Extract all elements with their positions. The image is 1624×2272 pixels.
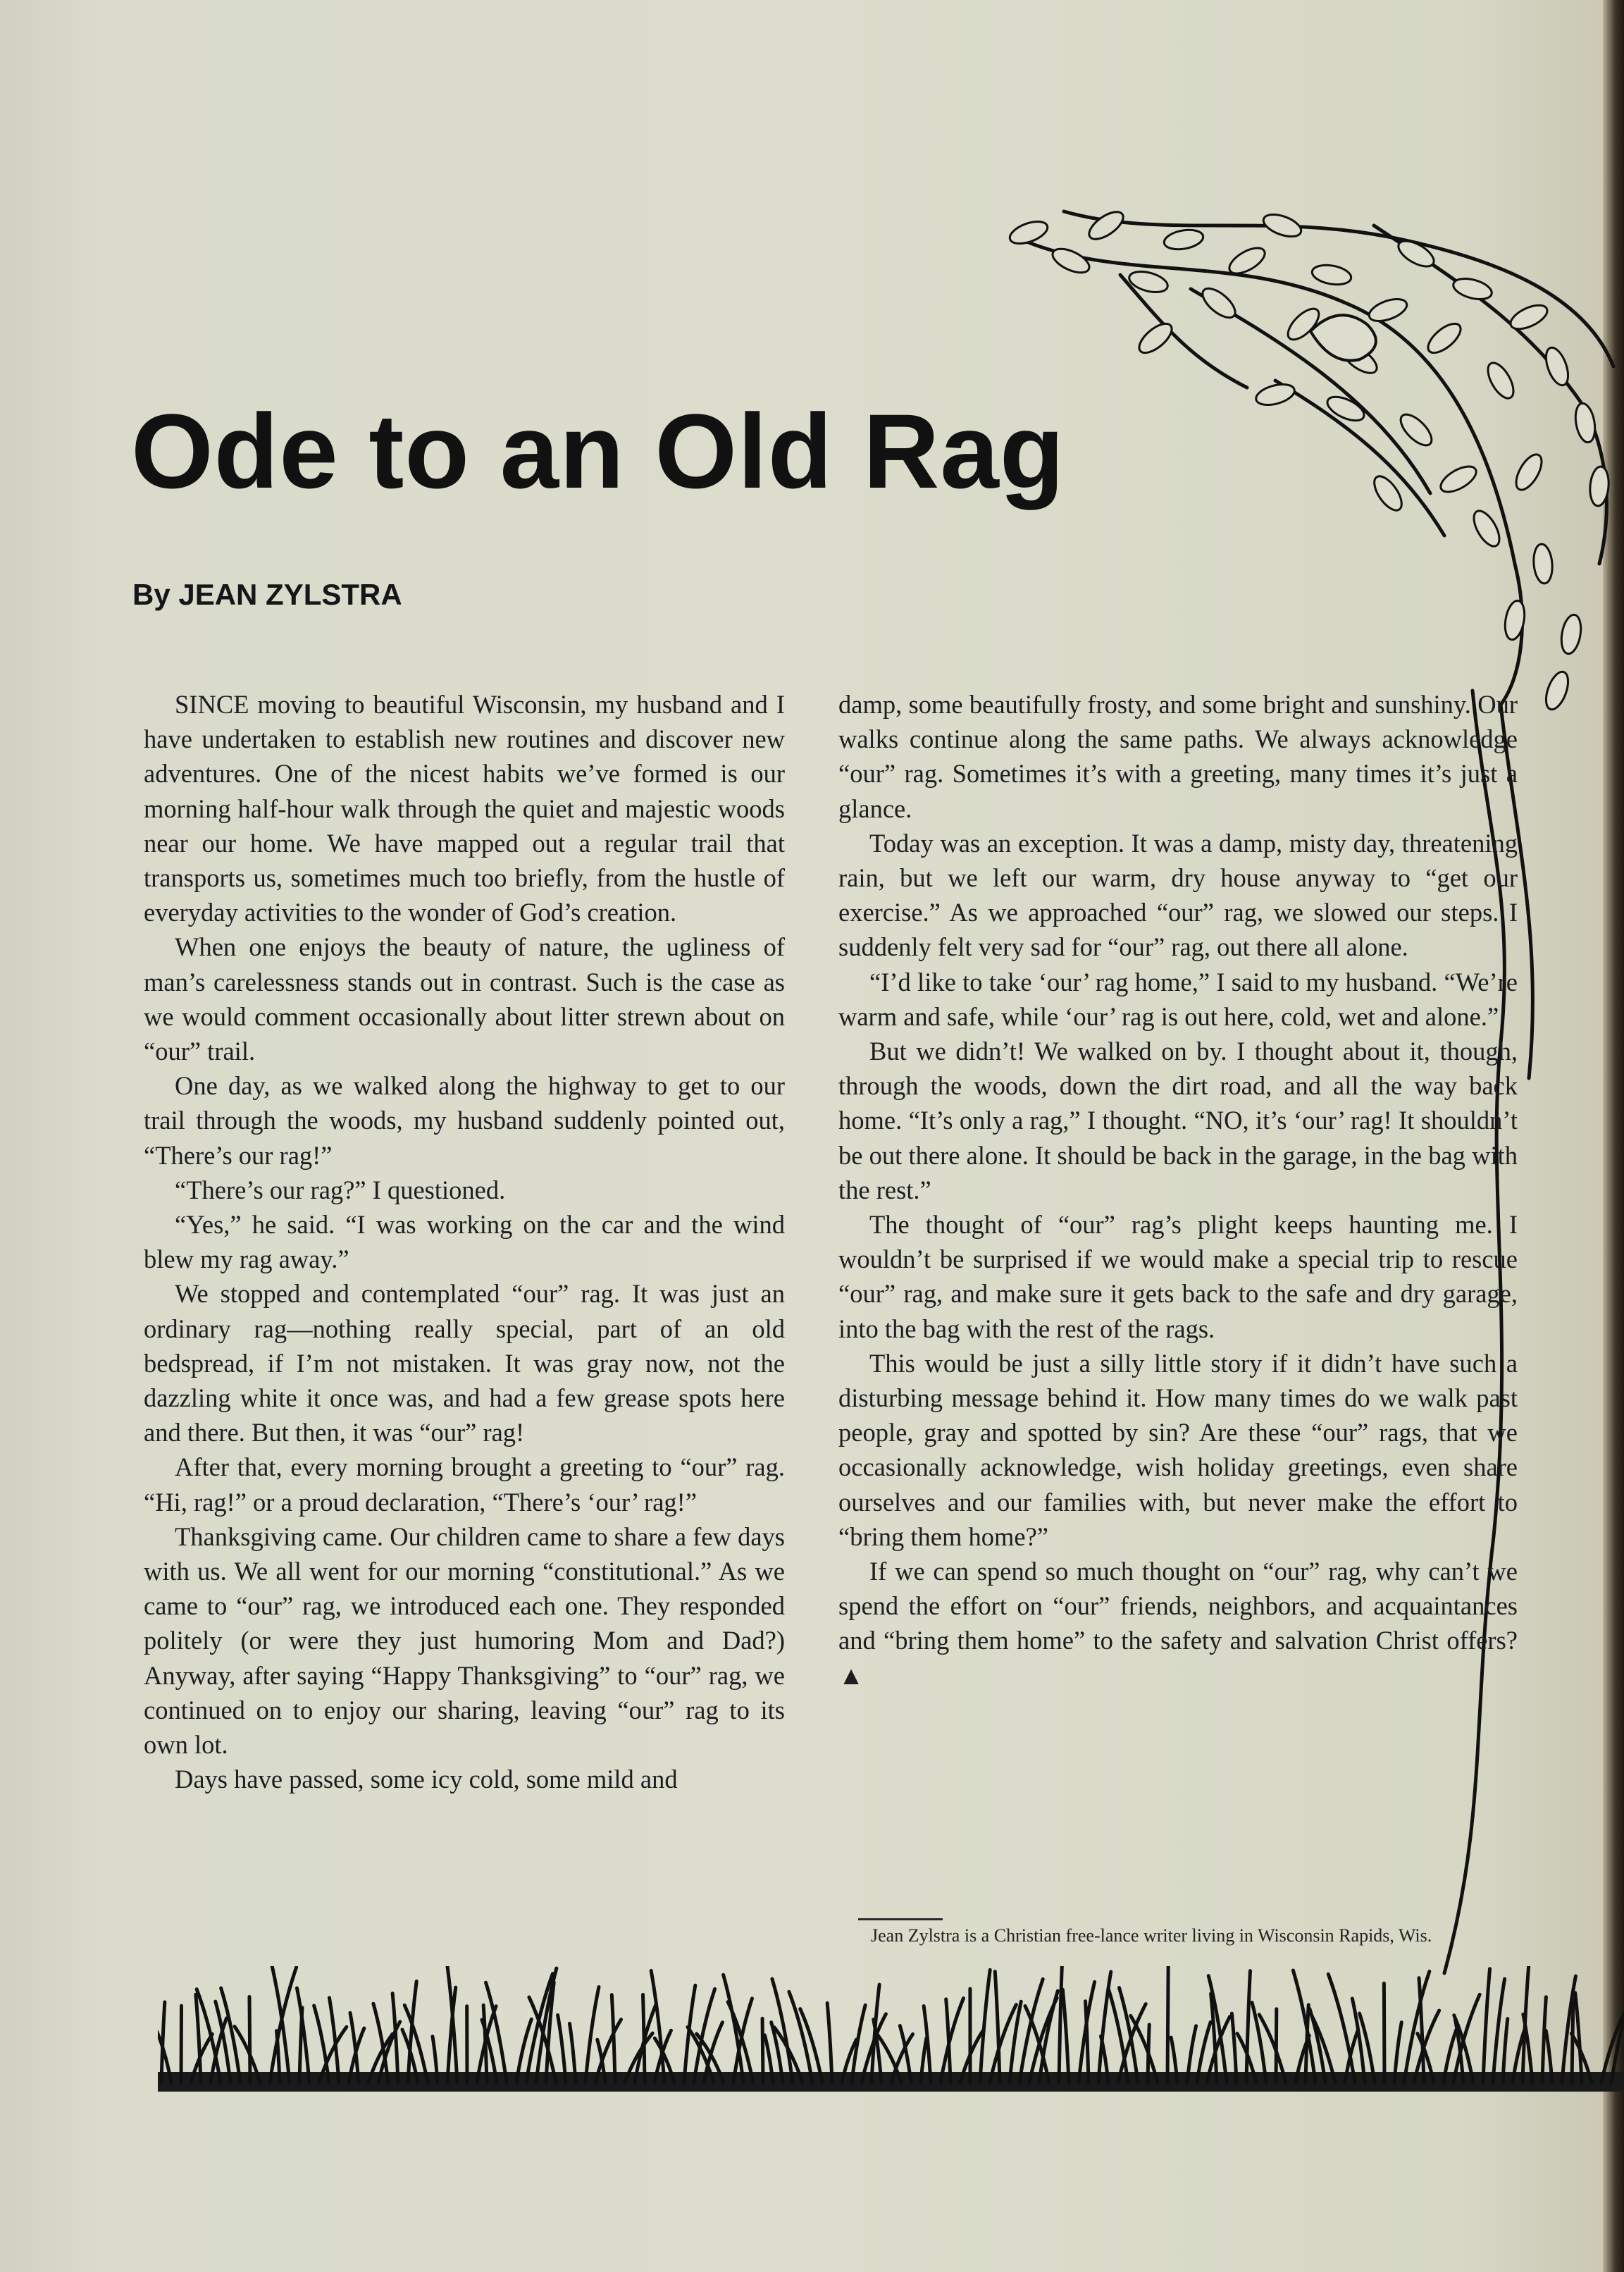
footnote-rule bbox=[858, 1918, 943, 1920]
paragraph: This would be just a silly little story if it didn’t have such a disturbing message behind it. How many times do we walk past people, gray and spotted by sin? Are these “our” rags, that we occasionally acknowledge, wish holiday greetings, even share ourselves and our families with, but never make the effort to “bring them home?” bbox=[838, 1348, 1518, 1551]
paragraph: “I’d like to take ‘our’ rag home,” I said to my husband. “We’re warm and safe, while ‘our’ rag is out here, cold, wet and alone.” bbox=[838, 967, 1518, 1031]
paragraph: “Yes,” he said. “I was working on the car and the wind blew my rag away.” bbox=[144, 1210, 785, 1274]
grass-blade bbox=[1483, 1969, 1490, 2082]
grass-blade bbox=[585, 1987, 599, 2082]
grass-blade bbox=[941, 1999, 963, 2082]
article-column-left bbox=[144, 687, 785, 1797]
grass-blade bbox=[483, 2005, 487, 2082]
paragraph: Thanksgiving came. Our children came to share a few days with us. We all went for our morning “constitutional.” As we came to “our” rag, we introduced each one. They responded politely (or were they just humoring Mom and Dad?) Anyway, after saying “Happy Thanksgiving” to “our” rag, we continued on to enjoy our sharing, leaving “our” rag to its own lot. bbox=[144, 1521, 785, 1760]
grass-blade bbox=[1542, 1997, 1546, 2082]
grass-blade bbox=[1276, 2009, 1277, 2082]
grass-blade bbox=[789, 1992, 812, 2082]
grass-blade bbox=[272, 1966, 290, 2082]
paragraph: But we didn’t! We walked on by. I thought about it, though, through the woods, down the dirt road, and all the way back home. “It’s only a rag,” I thought. “NO, it’s ‘our’ rag! It shouldn’t be out there alone. It should be back in the garage, in the bag with the rest.” bbox=[838, 1037, 1518, 1204]
grass-blade bbox=[643, 1994, 645, 2082]
grass-blade bbox=[1062, 1989, 1069, 2082]
article-column-right bbox=[838, 687, 1518, 1693]
grass-blade bbox=[1572, 1999, 1573, 2082]
end-mark-icon: ▲ bbox=[838, 1660, 864, 1690]
grass-blade bbox=[1575, 1993, 1582, 2082]
grass-blade bbox=[827, 2003, 832, 2082]
grass-blade bbox=[762, 2018, 763, 2082]
paragraph: We stopped and contemplated “our” rag. It was just an ordinary rag—nothing really special, part of an old bedspread, if I’m not mistaken. It was gray now, not the dazzling white it once was, and had a few grease spots here and there. But then, it was “our” rag! bbox=[144, 1279, 785, 1447]
paragraph: SINCE moving to beautiful Wisconsin, my husband and I have undertaken to establish new routines and discover new adventures. One of the nicest habits we’ve formed is our morning half-hour walk through the quiet and majestic woods near our home. We have mapped out a regular trail that transports us, sometimes much too briefly, from the hustle of everyday activities to the wonder of God’s creation. bbox=[144, 690, 785, 927]
paragraph: The thought of “our” rag’s plight keeps haunting me. I wouldn’t be surprised if we would make a special trip to rescue “our” rag, and make sure it gets back to the safe and dry garage, into the bag with the rest of the rags. bbox=[838, 1210, 1518, 1343]
grass-blade bbox=[980, 1970, 990, 2082]
author-byline: By JEAN ZYLSTRA bbox=[132, 578, 402, 611]
paragraph: After that, every morning brought a greeting to “our” rag. “Hi, rag!” or a proud declaration, “There’s ‘our’ rag!” bbox=[144, 1452, 785, 1517]
paragraph: When one enjoys the beauty of nature, the ugliness of man’s carelessness stands out in contrast. Such is the case as we would comment occasionally about litter strewn about on “our” trail. bbox=[144, 932, 785, 1066]
paragraph: “There’s our rag?” I questioned. bbox=[175, 1175, 506, 1204]
paragraph: Days have passed, some icy cold, some mild and bbox=[175, 1765, 678, 1794]
paragraph: One day, as we walked along the highway to get to our trail through the woods, my husband suddenly pointed out, “There’s our rag!” bbox=[144, 1071, 785, 1170]
grass-blade bbox=[612, 1995, 615, 2082]
grass-blade bbox=[1167, 1966, 1168, 2082]
grass-border-illustration bbox=[158, 1966, 1624, 2107]
grass-blade bbox=[1059, 1966, 1062, 2082]
grass-blade bbox=[1414, 2011, 1439, 2082]
paragraph-text: If we can spend so much thought on “our” rag, why can’t we spend the effort on “our” friends, neighbors, and acquaintances and “bring them home” to the safety and salvation Christ offers? bbox=[838, 1557, 1518, 1655]
grass-blade bbox=[946, 1999, 950, 2082]
author-note: Jean Zylstra is a Christian free-lance writer living in Wisconsin Rapids, Wis. bbox=[871, 1925, 1432, 1946]
paragraph: damp, some beautifully frosty, and some bright and sunshiny. Our walks continue along the same paths. We always acknowledge “our” rag. Sometimes it’s with a greeting, many times it’s just a glance. bbox=[838, 690, 1518, 823]
grass-blade bbox=[249, 1996, 250, 2082]
article-title: Ode to an Old Rag bbox=[131, 392, 1065, 510]
paragraph: Today was an exception. It was a damp, misty day, threatening rain, but we left our warm, dry house anyway to “get our exercise.” As we approached “our” rag, we slowed our steps. I suddenly felt very sad for “our” rag, out there all alone. bbox=[838, 828, 1518, 962]
paragraph bbox=[838, 1554, 1518, 1693]
grass-blade bbox=[181, 2006, 182, 2082]
